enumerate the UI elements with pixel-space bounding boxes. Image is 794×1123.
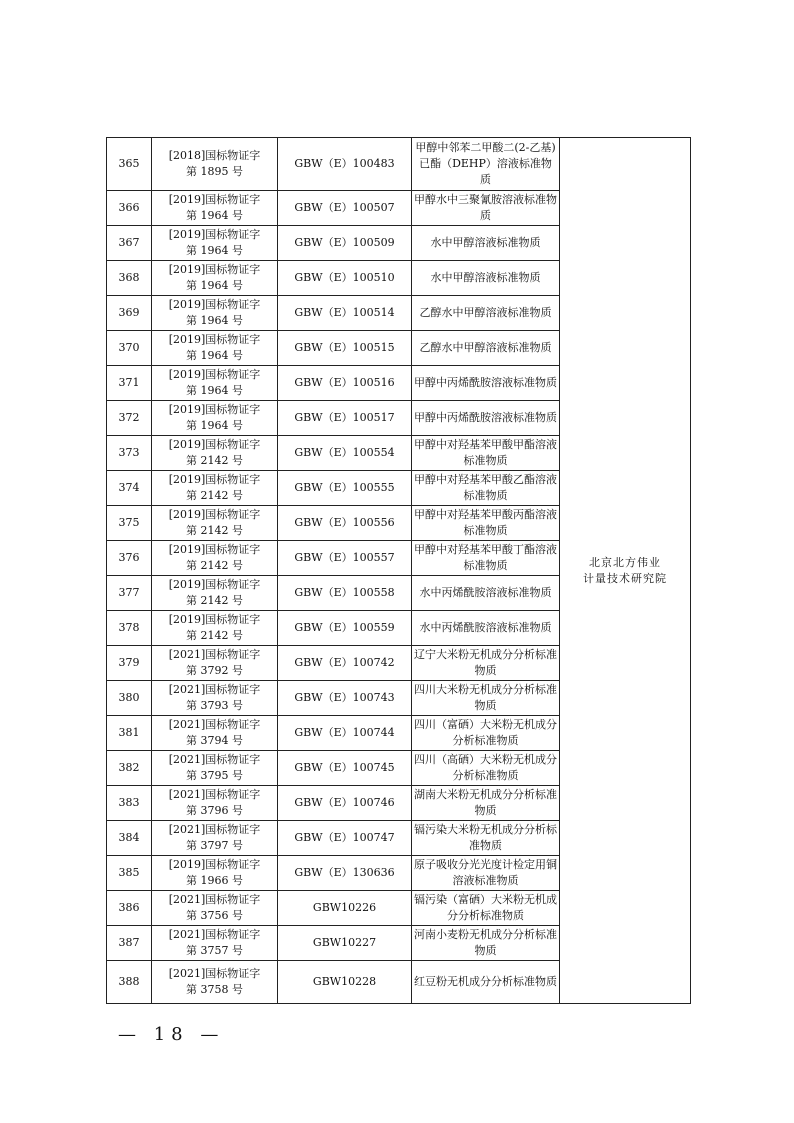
certificate-number bbox=[152, 471, 278, 506]
material-code: GBW（E）100510 bbox=[278, 261, 412, 296]
certificate-prefix: [2019]国标物证字 bbox=[168, 298, 261, 311]
material-code: GBW（E）130636 bbox=[278, 856, 412, 891]
material-code: GBW（E）100483 bbox=[278, 138, 412, 191]
row-number: 382 bbox=[107, 751, 152, 786]
material-code: GBW（E）100557 bbox=[278, 541, 412, 576]
certificate-serial: 第 1964 号 bbox=[186, 349, 243, 362]
material-code: GBW（E）100556 bbox=[278, 506, 412, 541]
certificate-number bbox=[152, 681, 278, 716]
certificate-prefix: [2021]国标物证字 bbox=[168, 928, 261, 941]
certificate-prefix: [2019]国标物证字 bbox=[168, 578, 261, 591]
row-number: 385 bbox=[107, 856, 152, 891]
row-number: 386 bbox=[107, 891, 152, 926]
certificate-number bbox=[152, 646, 278, 681]
certificate-number bbox=[152, 926, 278, 961]
certificate-serial: 第 2142 号 bbox=[186, 629, 243, 642]
certificate-number bbox=[152, 506, 278, 541]
material-name: 甲醇中邻苯二甲酸二(2-乙基)已酯（DEHP）溶液标准物质 bbox=[412, 138, 560, 191]
material-name: 镉污染大米粉无机成分分析标准物质 bbox=[412, 821, 560, 856]
certificate-prefix: [2019]国标物证字 bbox=[168, 473, 261, 486]
row-number: 371 bbox=[107, 366, 152, 401]
row-number: 378 bbox=[107, 611, 152, 646]
material-code: GBW（E）100517 bbox=[278, 401, 412, 436]
certificate-prefix: [2021]国标物证字 bbox=[168, 718, 261, 731]
material-name: 水中丙烯酰胺溶液标准物质 bbox=[412, 576, 560, 611]
row-number: 372 bbox=[107, 401, 152, 436]
material-name: 河南小麦粉无机成分分析标准物质 bbox=[412, 926, 560, 961]
certificate-prefix: [2021]国标物证字 bbox=[168, 648, 261, 661]
row-number: 388 bbox=[107, 961, 152, 1004]
material-name: 四川（富硒）大米粉无机成分分析标准物质 bbox=[412, 716, 560, 751]
certificate-prefix: [2021]国标物证字 bbox=[168, 823, 261, 836]
certificate-number bbox=[152, 191, 278, 226]
row-number: 370 bbox=[107, 331, 152, 366]
certificate-prefix: [2019]国标物证字 bbox=[168, 333, 261, 346]
certificate-prefix: [2019]国标物证字 bbox=[168, 403, 261, 416]
certificate-prefix: [2019]国标物证字 bbox=[168, 508, 261, 521]
page-number: — 18 — bbox=[118, 1024, 225, 1045]
certificate-serial: 第 3794 号 bbox=[186, 734, 243, 747]
certificate-prefix: [2019]国标物证字 bbox=[168, 613, 261, 626]
row-number: 368 bbox=[107, 261, 152, 296]
material-name: 乙醇水中甲醇溶液标准物质 bbox=[412, 296, 560, 331]
row-number: 373 bbox=[107, 436, 152, 471]
certificate-serial: 第 3792 号 bbox=[186, 664, 243, 677]
certificate-serial: 第 1966 号 bbox=[186, 874, 243, 887]
material-name: 辽宁大米粉无机成分分析标准物质 bbox=[412, 646, 560, 681]
certificate-prefix: [2021]国标物证字 bbox=[168, 753, 261, 766]
certificate-serial: 第 1964 号 bbox=[186, 314, 243, 327]
certificate-number bbox=[152, 401, 278, 436]
table-row bbox=[107, 138, 691, 191]
material-name: 甲醇中对羟基苯甲酸丙酯溶液标准物质 bbox=[412, 506, 560, 541]
certificate-serial: 第 1964 号 bbox=[186, 419, 243, 432]
material-name: 甲醇中对羟基苯甲酸甲酯溶液标准物质 bbox=[412, 436, 560, 471]
row-number: 366 bbox=[107, 191, 152, 226]
material-name: 原子吸收分光光度计检定用铜溶液标准物质 bbox=[412, 856, 560, 891]
certificate-serial: 第 2142 号 bbox=[186, 524, 243, 537]
row-number: 387 bbox=[107, 926, 152, 961]
material-code: GBW（E）100743 bbox=[278, 681, 412, 716]
material-code: GBW（E）100509 bbox=[278, 226, 412, 261]
row-number: 380 bbox=[107, 681, 152, 716]
certificate-serial: 第 3757 号 bbox=[186, 944, 243, 957]
certificate-serial: 第 1964 号 bbox=[186, 279, 243, 292]
certificate-prefix: [2019]国标物证字 bbox=[168, 193, 261, 206]
material-code: GBW（E）100516 bbox=[278, 366, 412, 401]
certificate-number bbox=[152, 138, 278, 191]
row-number: 377 bbox=[107, 576, 152, 611]
material-code: GBW10228 bbox=[278, 961, 412, 1004]
certificate-serial: 第 3795 号 bbox=[186, 769, 243, 782]
material-name: 甲醇中丙烯酰胺溶液标准物质 bbox=[412, 366, 560, 401]
material-code: GBW（E）100747 bbox=[278, 821, 412, 856]
certificate-number bbox=[152, 891, 278, 926]
certificate-serial: 第 3793 号 bbox=[186, 699, 243, 712]
certificate-serial: 第 1895 号 bbox=[186, 165, 243, 178]
certificate-serial: 第 2142 号 bbox=[186, 559, 243, 572]
developing-organization: 北京北方伟业 计量技术研究院 bbox=[560, 138, 691, 1004]
row-number: 384 bbox=[107, 821, 152, 856]
material-code: GBW（E）100559 bbox=[278, 611, 412, 646]
material-code: GBW（E）100745 bbox=[278, 751, 412, 786]
certificate-number bbox=[152, 961, 278, 1004]
certificate-prefix: [2021]国标物证字 bbox=[168, 788, 261, 801]
material-name: 湖南大米粉无机成分分析标准物质 bbox=[412, 786, 560, 821]
certificate-prefix: [2019]国标物证字 bbox=[168, 368, 261, 381]
certificate-prefix: [2019]国标物证字 bbox=[168, 263, 261, 276]
material-code: GBW10226 bbox=[278, 891, 412, 926]
row-number: 381 bbox=[107, 716, 152, 751]
certificate-number bbox=[152, 296, 278, 331]
certificate-serial: 第 3797 号 bbox=[186, 839, 243, 852]
certificate-number bbox=[152, 331, 278, 366]
row-number: 375 bbox=[107, 506, 152, 541]
material-name: 甲醇中丙烯酰胺溶液标准物质 bbox=[412, 401, 560, 436]
reference-material-table bbox=[106, 137, 691, 1004]
certificate-prefix: [2021]国标物证字 bbox=[168, 967, 261, 980]
certificate-prefix: [2021]国标物证字 bbox=[168, 683, 261, 696]
material-code: GBW（E）100507 bbox=[278, 191, 412, 226]
material-name: 甲醇中对羟基苯甲酸乙酯溶液标准物质 bbox=[412, 471, 560, 506]
material-name: 四川（高硒）大米粉无机成分分析标准物质 bbox=[412, 751, 560, 786]
material-code: GBW（E）100742 bbox=[278, 646, 412, 681]
certificate-serial: 第 3758 号 bbox=[186, 983, 243, 996]
material-name: 甲醇水中三聚氰胺溶液标准物质 bbox=[412, 191, 560, 226]
certificate-serial: 第 1964 号 bbox=[186, 244, 243, 257]
certificate-prefix: [2019]国标物证字 bbox=[168, 858, 261, 871]
row-number: 376 bbox=[107, 541, 152, 576]
row-number: 374 bbox=[107, 471, 152, 506]
certificate-number bbox=[152, 611, 278, 646]
material-code: GBW（E）100515 bbox=[278, 331, 412, 366]
certificate-prefix: [2019]国标物证字 bbox=[168, 438, 261, 451]
certificate-number bbox=[152, 716, 278, 751]
certificate-serial: 第 2142 号 bbox=[186, 489, 243, 502]
material-code: GBW10227 bbox=[278, 926, 412, 961]
certificate-number bbox=[152, 541, 278, 576]
material-code: GBW（E）100558 bbox=[278, 576, 412, 611]
material-name: 水中甲醇溶液标准物质 bbox=[412, 261, 560, 296]
material-code: GBW（E）100746 bbox=[278, 786, 412, 821]
material-name: 水中丙烯酰胺溶液标准物质 bbox=[412, 611, 560, 646]
material-code: GBW（E）100514 bbox=[278, 296, 412, 331]
row-number: 379 bbox=[107, 646, 152, 681]
material-name: 乙醇水中甲醇溶液标准物质 bbox=[412, 331, 560, 366]
row-number: 369 bbox=[107, 296, 152, 331]
certificate-prefix: [2019]国标物证字 bbox=[168, 228, 261, 241]
material-code: GBW（E）100555 bbox=[278, 471, 412, 506]
certificate-serial: 第 3756 号 bbox=[186, 909, 243, 922]
material-name: 水中甲醇溶液标准物质 bbox=[412, 226, 560, 261]
certificate-serial: 第 1964 号 bbox=[186, 384, 243, 397]
row-number: 367 bbox=[107, 226, 152, 261]
material-name: 四川大米粉无机成分分析标准物质 bbox=[412, 681, 560, 716]
material-code: GBW（E）100554 bbox=[278, 436, 412, 471]
certificate-number bbox=[152, 261, 278, 296]
certificate-prefix: [2018]国标物证字 bbox=[168, 149, 261, 162]
certificate-number bbox=[152, 821, 278, 856]
material-name: 甲醇中对羟基苯甲酸丁酯溶液标准物质 bbox=[412, 541, 560, 576]
certificate-number bbox=[152, 436, 278, 471]
row-number: 365 bbox=[107, 138, 152, 191]
certificate-prefix: [2019]国标物证字 bbox=[168, 543, 261, 556]
certificate-prefix: [2021]国标物证字 bbox=[168, 893, 261, 906]
certificate-serial: 第 3796 号 bbox=[186, 804, 243, 817]
row-number: 383 bbox=[107, 786, 152, 821]
material-name: 红豆粉无机成分分析标准物质 bbox=[412, 961, 560, 1004]
certificate-serial: 第 2142 号 bbox=[186, 454, 243, 467]
certificate-number bbox=[152, 786, 278, 821]
certificate-number bbox=[152, 226, 278, 261]
material-name: 镉污染（富硒）大米粉无机成分分析标准物质 bbox=[412, 891, 560, 926]
certificate-number bbox=[152, 366, 278, 401]
material-code: GBW（E）100744 bbox=[278, 716, 412, 751]
certificate-serial: 第 2142 号 bbox=[186, 594, 243, 607]
certificate-number bbox=[152, 576, 278, 611]
certificate-number bbox=[152, 751, 278, 786]
certificate-serial: 第 1964 号 bbox=[186, 209, 243, 222]
certificate-number bbox=[152, 856, 278, 891]
